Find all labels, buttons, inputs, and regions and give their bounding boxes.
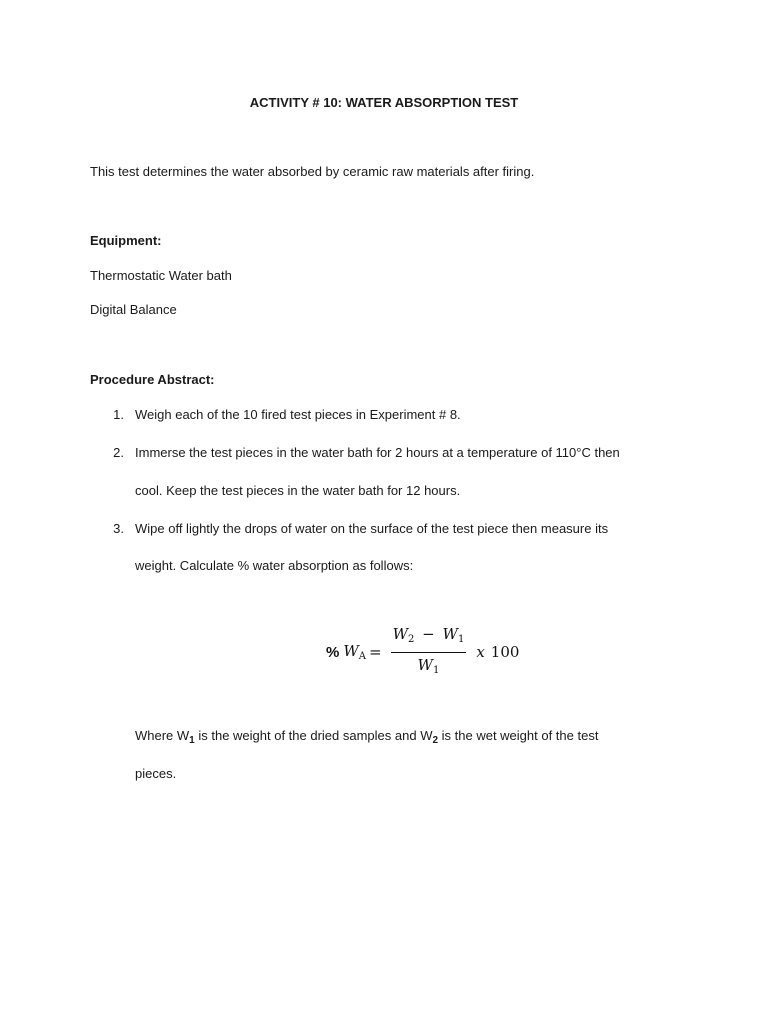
step-number: 1. <box>113 407 124 422</box>
formula-fraction <box>391 625 467 680</box>
equipment-item: Thermostatic Water bath <box>90 268 232 283</box>
step-text: Immerse the test pieces in the water bath for 2 hours at a temperature of 110°C then <box>135 445 620 460</box>
procedure-heading: Procedure Abstract: <box>90 372 215 387</box>
step-text: weight. Calculate % water absorption as follows: <box>135 558 414 573</box>
equipment-item: Digital Balance <box>90 302 177 317</box>
formula-equals: = <box>369 643 382 661</box>
formula-lhs: $W_A$ <box>343 642 366 662</box>
formula-times: x <box>476 643 485 661</box>
formula-denominator: $W_1$ <box>417 655 440 676</box>
step-text: Weigh each of the 10 fired test pieces in Experiment # 8. <box>135 407 461 422</box>
formula-factor: 100 <box>490 643 520 661</box>
equipment-heading: Equipment: <box>90 233 162 248</box>
step-text: Wipe off lightly the drops of water on the surface of the test piece then measure its <box>135 521 609 536</box>
formula-numerator: $W_2 - W_1$ <box>391 625 467 653</box>
formula-percent: % <box>326 643 340 661</box>
where-line: Where $W_1$ is the weight of the dried samples and $W_2$ is the wet weight of the test <box>135 728 599 746</box>
where-line: pieces. <box>135 766 177 781</box>
step-number: 3. <box>113 521 124 536</box>
step-text: cool. Keep the test pieces in the water bath for 12 hours. <box>135 483 461 498</box>
step-number: 2. <box>113 445 124 460</box>
water-absorption-formula <box>326 624 520 676</box>
intro-paragraph: This test determines the water absorbed by ceramic raw materials after firing. <box>90 164 535 179</box>
document-title: ACTIVITY # 10: WATER ABSORPTION TEST <box>249 95 519 110</box>
